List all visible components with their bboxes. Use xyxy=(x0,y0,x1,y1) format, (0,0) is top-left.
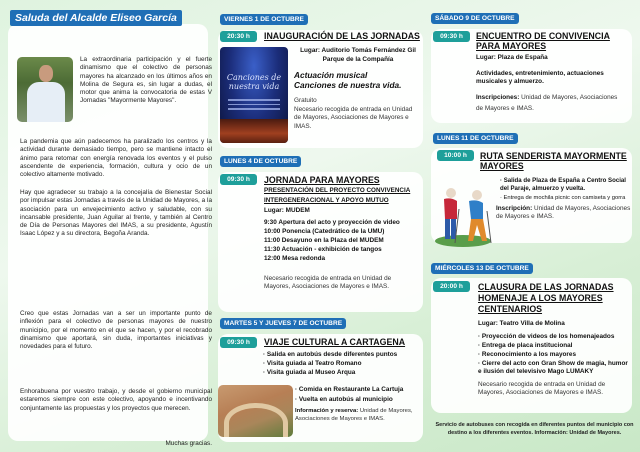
mayor-portrait-image xyxy=(17,57,73,122)
event-4-info xyxy=(476,92,626,114)
event-4-title-1: ENCUENTRO DE CONVIVENCIA xyxy=(476,31,610,41)
event-5-title-2: MAYORES xyxy=(480,161,524,171)
event-3-date: MARTES 5 Y JUEVES 7 DE OCTUBRE xyxy=(220,318,346,329)
event-2-schedule-3: 11:00 Desayuno en la Plaza del MUDEM xyxy=(264,237,384,244)
event-2-schedule-4: 11:30 Actuación - exhibición de tangos xyxy=(264,246,382,253)
event-4-time: 09:30 h xyxy=(433,31,470,42)
event-4-activities: Actividades, entretenimiento, actuaciones musicales y almuerzo. xyxy=(476,70,604,86)
event-2-schedule-1: 9:30 Apertura del acto y proyección de video xyxy=(264,219,400,226)
event-5-info-text: Unidad de Mayores, Asociaciones de Mayores e IMAS. xyxy=(496,205,631,221)
event-6-place: Lugar: Teatro Villa de Molina xyxy=(478,320,565,327)
event-1-highlight-1: Actuación musical xyxy=(294,70,368,80)
poster-band xyxy=(220,119,288,143)
event-6-item-3: · Reconocimiento a los mayores xyxy=(478,351,577,358)
greeting-column xyxy=(0,0,215,452)
event-6-title-1: CLAUSURA DE LAS JORNADAS xyxy=(478,282,614,292)
events-column-3 xyxy=(428,0,640,452)
event-3-item-3: · Visita guiada al Museo Arqua xyxy=(263,369,356,376)
event-1-price: Gratuito xyxy=(294,97,317,104)
event-4-title-2: PARA MAYORES xyxy=(476,41,547,51)
event-6-note: Necesario recogida de entrada en Unidad de Mayores, Asociaciones de Mayores e IMAS. xyxy=(478,381,606,397)
event-1-place-2: Parque de la Compañía xyxy=(322,56,394,63)
hikers-illustration xyxy=(433,185,495,247)
greeting-closing: Muchas gracias. xyxy=(165,440,212,447)
event-3-time: 09:30 h xyxy=(220,337,257,348)
greeting-paragraph-5: Enhorabuena por vuestro trabajo, y desde el gobierno municipal estaremos siempre con este colectivo, apoyando e incentivando conjuntamente las propuestas y los proyectos que merecen. xyxy=(20,388,212,412)
event-6-title-2: HOMENAJE A LOS MAYORES xyxy=(478,293,603,303)
event-5-time: 10:00 h xyxy=(437,150,474,161)
event-4-info-text: Unidad de Mayores, Asociaciones de Mayores e IMAS. xyxy=(476,94,618,112)
cartagena-theatre-image xyxy=(218,385,293,437)
event-2-place: Lugar: MUDEM xyxy=(264,207,310,214)
event-2-schedule-5: 12:00 Mesa redonda xyxy=(264,255,326,262)
bus-service-note: Servicio de autobuses con recogida en diferentes puntos del municipio con destino a los diferentes eventos. Información: Unidad de Mayores. xyxy=(435,422,634,436)
event-3-item-4: · Comida en Restaurante La Cartuja xyxy=(295,386,404,393)
greeting-paragraph-3: Hay que agradecer su trabajo a la concejalía de Bienestar Social por impulsar estas Jornadas a través de la Unidad de Mayores, a la asociación para un envejecimiento activo y saludable, con su incansable presidente, Juan Aguilar al frente, y también al Centro de Día de Personas Mayores del IMAS, a su presidente, Agustín Isaac López y a su directora, Begoña Aranda. xyxy=(20,189,212,238)
event-3-info-text: Unidad de Mayores, Asociaciones de Mayores e IMAS. xyxy=(295,408,413,422)
concert-poster-image xyxy=(220,47,288,143)
poster-credits xyxy=(228,99,280,113)
event-6-item-1: · Proyección de videos de los homenajeados xyxy=(478,333,615,340)
greeting-paragraph-1: La extraordinaria participación y el fuerte dinamismo que el colectivo de personas mayores ha alcanzado en los últimos años en Molina de Segura es, sin lugar a dudas, el motor que anima la convocatoria de estas V Jornadas "Mayormente Mayores". xyxy=(80,56,212,105)
portrait-body xyxy=(27,82,65,122)
event-1-note: Necesario recogida de entrada en Unidad de Mayores, Asociaciones de Mayores e IMAS. xyxy=(294,106,413,130)
greeting-title: Saluda del Alcalde Eliseo García xyxy=(10,10,182,26)
greeting-paragraph-4: Creo que estas Jornadas van a ser un importante punto de inflexión para el colectivo de personas mayores de nuestro municipio, por el momento en el que se hacen, y por el recobrado dinamismo que aportará, sin duda, importantes iniciativas y novedades para el futuro. xyxy=(20,310,212,351)
event-2-subtitle-1: PRESENTACIÓN DEL PROYECTO CONVIVENCIA xyxy=(264,187,411,194)
event-3-info-label: Información y reserva: xyxy=(295,408,359,414)
event-2-schedule-2: 10:00 Ponencia (Catedrático de la UMU) xyxy=(264,228,385,235)
event-3-item-2: · Visita guiada al Teatro Romano xyxy=(263,360,362,367)
portrait-head xyxy=(39,65,53,82)
event-2-subtitle-2: INTERGENERACIONAL Y APOYO MUTUO xyxy=(264,197,389,204)
event-3-item-1: · Salida en autobús desde diferentes puntos xyxy=(263,351,398,358)
event-3-title: VIAJE CULTURAL A CARTAGENA xyxy=(264,337,406,347)
event-1-place-1: Lugar: Auditorio Tomás Fernández Gil xyxy=(300,47,416,54)
event-2-time: 09:30 h xyxy=(220,174,257,185)
event-4-date: SÁBADO 9 DE OCTUBRE xyxy=(431,13,519,24)
event-6-date: MIÉRCOLES 13 DE OCTUBRE xyxy=(431,263,533,274)
events-column-2 xyxy=(215,0,428,452)
event-6-item-4: · Cierre del acto con Gran Show de magia, humor e ilusión del televisivo Mago LUMAKY xyxy=(478,360,628,376)
event-3-info xyxy=(295,407,423,423)
event-5-info xyxy=(496,205,631,222)
event-5-info-label: Inscripción: xyxy=(496,205,533,212)
event-5-item-2: · Entrega de mochila picnic con camiseta y gorra xyxy=(500,195,626,201)
event-6-time: 20:00 h xyxy=(433,281,470,292)
greeting-panel xyxy=(8,24,212,447)
theatre-arc xyxy=(224,403,288,437)
event-5-date: LUNES 11 DE OCTUBRE xyxy=(433,133,518,144)
event-2-note: Necesario recogida de entrada en Unidad de Mayores, Asociaciones de Mayores e IMAS. xyxy=(264,275,392,291)
event-1-time: 20:30 h xyxy=(220,31,257,42)
event-4-place: Lugar: Plaza de España xyxy=(476,54,548,61)
event-2-title: JORNADA PARA MAYORES xyxy=(264,175,380,185)
event-5-title-1: RUTA SENDERISTA MAYORMENTE xyxy=(480,151,627,161)
event-1-date: VIERNES 1 DE OCTUBRE xyxy=(220,14,308,25)
event-2-date: LUNES 4 DE OCTUBRE xyxy=(220,156,301,167)
event-6-item-2: · Entrega de placa institucional xyxy=(478,342,573,349)
event-1-highlight-2: Canciones de nuestra vida. xyxy=(294,80,402,90)
event-4-info-label: Inscripciones: xyxy=(476,94,520,101)
greeting-paragraph-2: La pandemia que aún padecemos ha paralizado los centros y la actividad durante demasiado tiempo, pero se mantiene intacto el ánimo para retomar con energía renovada los eventos y el pulso ascendente de experiencia, formación, cultura y ocio de un colectivo altamente motivado. xyxy=(20,138,212,179)
event-6-title-3: CENTENARIOS xyxy=(478,304,543,314)
event-5-item-1: · Salida de Plaza de España a Centro Social del Paraje, almuerzo y vuelta. xyxy=(500,177,626,192)
poster-title: Canciones de nuestra vida xyxy=(226,73,282,91)
event-1-title: INAUGURACIÓN DE LAS JORNADAS xyxy=(264,31,420,41)
event-3-item-5: · Vuelta en autobús al municipio xyxy=(295,396,393,403)
